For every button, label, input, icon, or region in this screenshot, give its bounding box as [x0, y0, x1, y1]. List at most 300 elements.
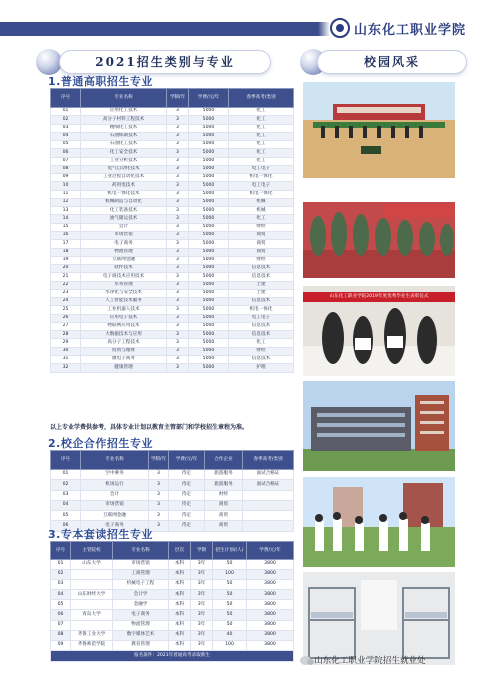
table-cell: 旅游服务 [205, 470, 243, 480]
table-cell: 01 [51, 470, 81, 480]
column-header: 学制/年 [167, 89, 189, 108]
column-header: 专业名称 [81, 89, 167, 108]
table-cell: 5000 [189, 174, 229, 182]
table-cell: 面试合格证 [243, 480, 294, 490]
section2-title: 2.校企合作招生专业 [48, 437, 153, 450]
table-cell: 3800 [247, 620, 294, 630]
column-header: 春季高考/类别 [229, 89, 294, 108]
table-cell: 本科 [169, 590, 191, 600]
table-row [51, 108, 294, 116]
table-cell: 山东财经大学 [71, 590, 113, 600]
table-cell: 机械 [229, 207, 294, 215]
table-cell: 3 [167, 141, 189, 149]
table-cell: 护理 [229, 364, 294, 372]
table-row [51, 240, 294, 248]
table-row [51, 116, 294, 124]
table-cell: 3 [167, 108, 189, 116]
main-title-banner: 2021招生类别与专业 [60, 51, 270, 73]
table-cell: 电工电子 [229, 182, 294, 190]
table-row [51, 165, 294, 173]
table-cell: 机械制造与自动化 [81, 198, 167, 206]
table-cell: 3 [167, 273, 189, 281]
table-cell: 本科 [169, 580, 191, 590]
table-cell: 空中乘务 [81, 470, 149, 480]
table-cell: 3800 [247, 640, 294, 650]
table-cell: 电子商务 [81, 521, 149, 531]
table-cell: 3 [149, 521, 169, 531]
table-cell: 机械电子工程 [113, 580, 169, 590]
table-cell: 21 [51, 273, 81, 281]
table-cell: 商贸 [205, 500, 243, 510]
table-row [51, 223, 294, 231]
column-header: 专业名称 [113, 542, 169, 560]
table-cell: 5000 [189, 314, 229, 322]
table-cell: 5000 [189, 339, 229, 347]
table-cell: 3 [167, 265, 189, 273]
table-row [51, 364, 294, 372]
table-cell: 齐鲁师范学院 [71, 640, 113, 650]
table-cell: 会计 [81, 223, 167, 231]
table-cell: 3 [149, 500, 169, 510]
table-row [51, 620, 294, 630]
table-cell [243, 500, 294, 510]
table-cell: 机电一体化 [229, 190, 294, 198]
table-cell: 27 [51, 322, 81, 330]
table-cell: 电子商技术应用技术 [81, 273, 167, 281]
table-cell: 化工 [229, 108, 294, 116]
table-cell: 市场营销 [81, 231, 167, 239]
section3-title: 3.专本套读招生专业 [48, 528, 153, 541]
table-cell: 3800 [247, 600, 294, 610]
table-row [51, 339, 294, 347]
table-cell: 24 [51, 298, 81, 306]
table-row [51, 132, 294, 140]
top-decor-fade [318, 22, 330, 36]
table-cell: 面试合格证 [243, 470, 294, 480]
table-cell: 20 [51, 265, 81, 273]
table-cell: 31 [51, 355, 81, 363]
table-cell: 3 [167, 132, 189, 140]
table-cell [71, 580, 113, 590]
wechat-icon [300, 656, 311, 665]
table-row [51, 174, 294, 182]
table-cell: 28 [51, 331, 81, 339]
table-row [51, 248, 294, 256]
table-cell: 5000 [189, 289, 229, 297]
table-cell: 商贸 [229, 231, 294, 239]
table-cell: 财经 [205, 490, 243, 500]
table-cell: 信息技术 [229, 331, 294, 339]
table-row [51, 182, 294, 190]
table-cell: 水务管理 [81, 281, 167, 289]
table-cell: 15 [51, 223, 81, 231]
table-row [51, 198, 294, 206]
graduation-photo [303, 286, 455, 376]
table-cell: 3 [149, 490, 169, 500]
table-cell [243, 490, 294, 500]
table-cell: 应用电子技术 [81, 314, 167, 322]
table-row [51, 207, 294, 215]
table-cell: 3 [167, 198, 189, 206]
table-cell: 3年 [191, 570, 213, 580]
table-cell: 土建 [229, 281, 294, 289]
table-cell: 电工电子 [229, 314, 294, 322]
table-cell: 大数据技术与应用 [81, 331, 167, 339]
table-cell: 5000 [189, 108, 229, 116]
table-row [51, 511, 294, 521]
table-row [51, 490, 294, 500]
table-cell: 5000 [189, 207, 229, 215]
table-cell: 3800 [247, 590, 294, 600]
table-cell: 金融学 [113, 600, 169, 610]
table-cell: 财经 [229, 256, 294, 264]
column-header: 序号 [51, 451, 81, 470]
table-cell: 电工电子 [229, 165, 294, 173]
table-cell: 03 [51, 580, 71, 590]
table-cell: 40 [213, 630, 247, 640]
table-cell [71, 620, 113, 630]
table-cell: 05 [51, 600, 71, 610]
table-cell: 5000 [189, 306, 229, 314]
table-cell: 100 [213, 570, 247, 580]
table-cell: 信息技术 [229, 273, 294, 281]
column-header: 学费/元/年 [189, 89, 229, 108]
table-cell: 旅游服务 [205, 480, 243, 490]
table-cell: 工业分析技术 [81, 157, 167, 165]
table-row [51, 630, 294, 640]
table-row [51, 470, 294, 480]
table-row [51, 215, 294, 223]
column-header: 学费/元/年 [169, 451, 205, 470]
table-cell: 3 [167, 256, 189, 264]
table-cell: 山东大学 [71, 560, 113, 570]
table-cell: 3 [167, 182, 189, 190]
table-cell: 软件技术 [81, 265, 167, 273]
table-cell: 物流管理 [113, 620, 169, 630]
table-cell: 3800 [247, 570, 294, 580]
table-cell: 50 [213, 560, 247, 570]
table-cell: 土建 [229, 289, 294, 297]
column-header: 春季高考/类别 [243, 451, 294, 470]
table-cell: 待定 [169, 470, 205, 480]
table-cell: 人工智能技术服务 [81, 298, 167, 306]
table-cell: 待定 [169, 511, 205, 521]
table-row [51, 256, 294, 264]
table-cell: 16 [51, 231, 81, 239]
table-cell: 03 [51, 490, 81, 500]
table-cell: 50 [213, 610, 247, 620]
table-row [51, 141, 294, 149]
table-cell: 3 [167, 347, 189, 355]
table-cell: 13 [51, 207, 81, 215]
table-cell: 01 [51, 108, 81, 116]
table-cell: 3800 [247, 560, 294, 570]
table-cell: 3 [167, 248, 189, 256]
table-cell: 05 [51, 511, 81, 521]
table-cell: 06 [51, 521, 81, 531]
table-cell: 5000 [189, 141, 229, 149]
table-cell: 本科 [169, 600, 191, 610]
table-cell: 02 [51, 570, 71, 580]
students-outdoor-photo [303, 477, 455, 567]
table-cell: 3年 [191, 610, 213, 620]
table-cell: 本科 [169, 610, 191, 620]
table-cell: 3 [167, 339, 189, 347]
table-cell: 5000 [189, 182, 229, 190]
table-cell: 5000 [189, 215, 229, 223]
table-header-row [51, 89, 294, 108]
table-cell: 3年 [191, 620, 213, 630]
table-cell: 3800 [247, 630, 294, 640]
table-cell: 04 [51, 500, 81, 510]
column-header: 序号 [51, 542, 71, 560]
table-cell: 石油化工技术 [81, 141, 167, 149]
table-cell: 3 [149, 480, 169, 490]
table-cell: 化工 [229, 215, 294, 223]
table-cell: 3年 [191, 600, 213, 610]
table-cell: 5000 [189, 198, 229, 206]
column-header: 专业名称 [81, 451, 149, 470]
table-cell: 3 [167, 190, 189, 198]
table-cell: 信息技术 [229, 265, 294, 273]
table-cell: 会计 [81, 490, 149, 500]
table-cell: 3 [149, 511, 169, 521]
table-cell: 22 [51, 281, 81, 289]
table-cell: 3 [167, 149, 189, 157]
table-cell: 3 [149, 470, 169, 480]
table-row [51, 590, 294, 600]
table-row [51, 149, 294, 157]
table-cell: 3 [167, 331, 189, 339]
table-cell: 机电一体化 [229, 306, 294, 314]
table-cell: 03 [51, 124, 81, 132]
table-cell: 3年 [191, 560, 213, 570]
table-cell: 18 [51, 248, 81, 256]
top-decor-bar [0, 22, 318, 36]
table-cell: 5000 [189, 231, 229, 239]
table-cell: 5000 [189, 165, 229, 173]
table-row [51, 157, 294, 165]
table-cell: 市场营销 [81, 500, 149, 510]
ceremony-photo [303, 82, 455, 178]
table-cell: 信息技术 [229, 322, 294, 330]
table-cell: 5000 [189, 281, 229, 289]
table-cell: 工业机器人技术 [81, 306, 167, 314]
column-header: 学制/年 [149, 451, 169, 470]
table-cell: 化工装备技术 [81, 207, 167, 215]
table-cell: 化工安全技术 [81, 149, 167, 157]
table-cell: 02 [51, 116, 81, 124]
table-cell: 投资与理财 [81, 347, 167, 355]
decor-ball-icon [36, 49, 62, 75]
table-cell: 互联网金融 [81, 511, 149, 521]
table-cell: 本科 [169, 630, 191, 640]
table-cell: 09 [51, 640, 71, 650]
table-cell: 5000 [189, 116, 229, 124]
section1-note: 以上专业学费供参考，具体专业计划以教育主管部门和学校招生章程为准。 [50, 424, 249, 431]
table-cell: 19 [51, 256, 81, 264]
table-cell: 3 [167, 223, 189, 231]
table-cell: 5000 [189, 298, 229, 306]
table-cell: 14 [51, 215, 81, 223]
table-cell: 化工 [229, 141, 294, 149]
table-cell: 3 [167, 298, 189, 306]
table-cell: 5000 [189, 240, 229, 248]
column-header: 学费/元/年 [247, 542, 294, 560]
table-cell: 32 [51, 364, 81, 372]
table-row [51, 289, 294, 297]
table-cell: 01 [51, 560, 71, 570]
table-cell: 07 [51, 620, 71, 630]
table-cell: 5000 [189, 157, 229, 165]
table-row [51, 500, 294, 510]
table-cell: 3 [167, 174, 189, 182]
campus-building-photo [303, 381, 455, 471]
table-cell: 3 [167, 231, 189, 239]
table-cell: 02 [51, 480, 81, 490]
table-cell: 5000 [189, 322, 229, 330]
table-cell: 机电一体化技术 [81, 190, 167, 198]
wechat-watermark [300, 654, 426, 666]
table-cell: 3 [167, 306, 189, 314]
table-cell: 互联网金融 [81, 256, 167, 264]
watermark-text: 山东化工职业学院招生就业处 [314, 656, 426, 666]
table-cell: 3年 [191, 590, 213, 600]
table-cell: 08 [51, 630, 71, 640]
table-cell: 5000 [189, 124, 229, 132]
table-cell: 石油炼制技术 [81, 132, 167, 140]
table-cell: 3 [167, 289, 189, 297]
table-cell: 5000 [189, 355, 229, 363]
table-row [51, 480, 294, 490]
regular-majors-table [50, 88, 294, 373]
table-cell: 药用电技术 [81, 182, 167, 190]
table-cell: 100 [213, 640, 247, 650]
school-logo-icon [330, 18, 350, 38]
table-cell: 青岛大学 [71, 610, 113, 620]
table-cell: 5000 [189, 273, 229, 281]
table-cell: 5000 [189, 248, 229, 256]
table-cell: 3 [167, 281, 189, 289]
table-footnote-row [51, 650, 294, 661]
campus-title-banner: 校园风采 [318, 51, 466, 73]
table-cell: 04 [51, 132, 81, 140]
table-cell: 12 [51, 198, 81, 206]
table-cell: 本科 [169, 640, 191, 650]
table-cell: 50 [213, 600, 247, 610]
table-header-row [51, 451, 294, 470]
table-cell: 29 [51, 339, 81, 347]
table-cell: 25 [51, 306, 81, 314]
table-cell: 3 [167, 314, 189, 322]
table-cell: 本科 [169, 570, 191, 580]
table-cell: 待定 [169, 500, 205, 510]
table-cell: 3 [167, 215, 189, 223]
table-cell: 化工 [229, 132, 294, 140]
table-cell: 11 [51, 190, 81, 198]
dormitory-photo [303, 572, 455, 665]
table-cell: 待定 [169, 490, 205, 500]
table-cell: 待定 [169, 480, 205, 490]
table-row [51, 281, 294, 289]
table-cell: 3年 [191, 580, 213, 590]
military-training-photo [303, 188, 455, 278]
table-cell: 09 [51, 174, 81, 182]
table-row [51, 314, 294, 322]
table-row [51, 560, 294, 570]
table-cell: 3 [167, 124, 189, 132]
table-cell: 06 [51, 149, 81, 157]
column-header: 主管院校 [71, 542, 113, 560]
table-cell: 08 [51, 165, 81, 173]
table-cell: 23 [51, 289, 81, 297]
table-cell: 30 [51, 347, 81, 355]
table-row [51, 306, 294, 314]
table-row [51, 347, 294, 355]
table-cell: 物流管理 [81, 248, 167, 256]
table-cell: 高分子工程技术 [81, 339, 167, 347]
table-cell: 3 [167, 240, 189, 248]
table-cell [71, 600, 113, 610]
table-cell: 信息技术 [229, 355, 294, 363]
table-cell: 50 [213, 620, 247, 630]
column-header: 序号 [51, 89, 81, 108]
table-cell: 商贸 [205, 521, 243, 531]
table-cell: 会计学 [113, 590, 169, 600]
table-cell: 机电一体化 [229, 174, 294, 182]
column-header: 层次 [169, 542, 191, 560]
table-cell: 摄电子商务 [81, 355, 167, 363]
table-cell: 05 [51, 141, 81, 149]
table-cell: 市场营销 [113, 560, 169, 570]
table-cell: 油气储运技术 [81, 215, 167, 223]
table-row [51, 600, 294, 610]
table-row [51, 640, 294, 650]
table-cell: 物联网应用技术 [81, 322, 167, 330]
table-cell: 5000 [189, 364, 229, 372]
table-cell: 化工 [229, 124, 294, 132]
ceremony-banner: 山东化工职业学院2019年度优秀毕业生表彰仪式 [303, 292, 455, 302]
table-cell: 5000 [189, 149, 229, 157]
table-row [51, 265, 294, 273]
table-cell: 3 [167, 116, 189, 124]
table-cell: 26 [51, 314, 81, 322]
column-header: 合作企业 [205, 451, 243, 470]
table-footnote: 报名条件：2021年普通高考录取新生 [51, 650, 294, 661]
table-cell: 10 [51, 182, 81, 190]
table-row [51, 610, 294, 620]
table-cell: 高分子材料工程技术 [81, 116, 167, 124]
table-cell: 精细化工技术 [81, 124, 167, 132]
table-cell: 商贸 [229, 248, 294, 256]
table-cell [243, 521, 294, 531]
table-cell: 50 [213, 580, 247, 590]
table-cell: 3 [167, 165, 189, 173]
table-cell: 3800 [247, 580, 294, 590]
table-cell [71, 570, 113, 580]
table-cell: 5000 [189, 265, 229, 273]
table-row [51, 570, 294, 580]
table-cell: 3 [167, 207, 189, 215]
table-cell: 信息技术 [229, 298, 294, 306]
table-cell: 3年 [191, 630, 213, 640]
table-cell: 机场运行 [81, 480, 149, 490]
table-row [51, 231, 294, 239]
table-cell: 17 [51, 240, 81, 248]
table-cell: 待定 [169, 521, 205, 531]
table-row [51, 322, 294, 330]
table-cell: 商贸 [205, 511, 243, 521]
